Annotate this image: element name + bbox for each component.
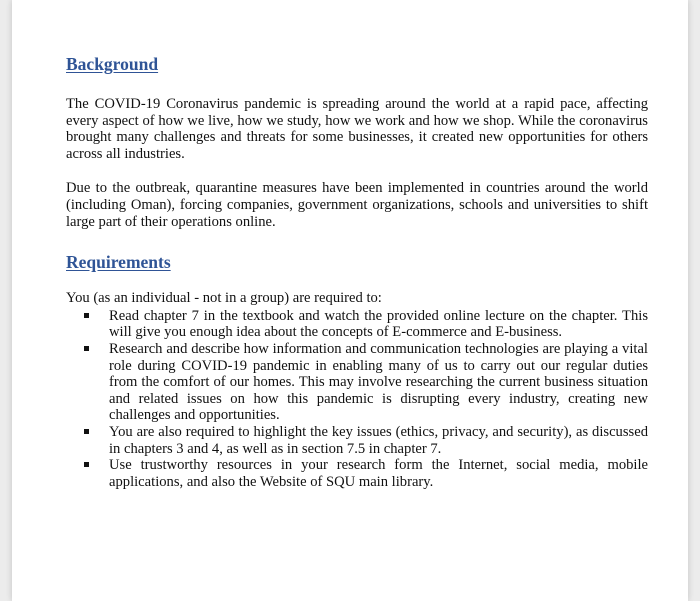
bullet-square-icon [84,462,89,467]
requirements-heading: Requirements [66,252,171,273]
requirement-item-4 [109,457,648,490]
requirement-text-4: Use trustworthy resources in your research form the Internet, social media, mobile applications, and also the Website of SQU main library. [109,457,648,490]
background-heading: Background [66,54,159,74]
requirement-item-2 [109,341,648,424]
requirements-list [66,308,648,491]
requirements-intro: You (as an individual - not in a group) are required to: [66,290,382,307]
document-content [66,54,648,490]
bullet-square-icon [84,429,89,434]
requirement-item-3 [109,424,648,457]
document-page [12,0,688,601]
background-paragraph-2: Due to the outbreak, quarantine measures have been implemented in countries around the world (including Oman), forcing companies, government organizations, schools and universities to shift large part of their operations online. [66,180,648,230]
bullet-square-icon [84,313,89,318]
requirement-text-1: Read chapter 7 in the textbook and watch the provided online lecture on the chapter. This will give you enough idea about the concepts of E-commerce and E-business. [109,307,648,341]
bullet-square-icon [84,346,89,351]
requirement-item-1 [109,308,648,341]
background-paragraph-1: The COVID-19 Coronavirus pandemic is spreading around the world at a rapid pace, affecting every aspect of how we live, how we study, how we work and how we shop. While the coronavirus brought many challenges and threats for some businesses, it created new opportunities for others across all industries. [66,96,648,162]
requirement-text-3: You are also required to highlight the key issues (ethics, privacy, and security), as discussed in chapters 3 and 4, as well as in section 7.5 in chapter 7. [109,423,648,457]
requirement-text-2: Research and describe how information and communication technologies are playing a vital role during COVID-19 pandemic in enabling many of us to carry out our regular duties from the comfort of our homes. This may involve researching the current business situation and related issues on how this pandemic is disrupting every industry, creating new challenges and opportunities. [109,340,648,424]
